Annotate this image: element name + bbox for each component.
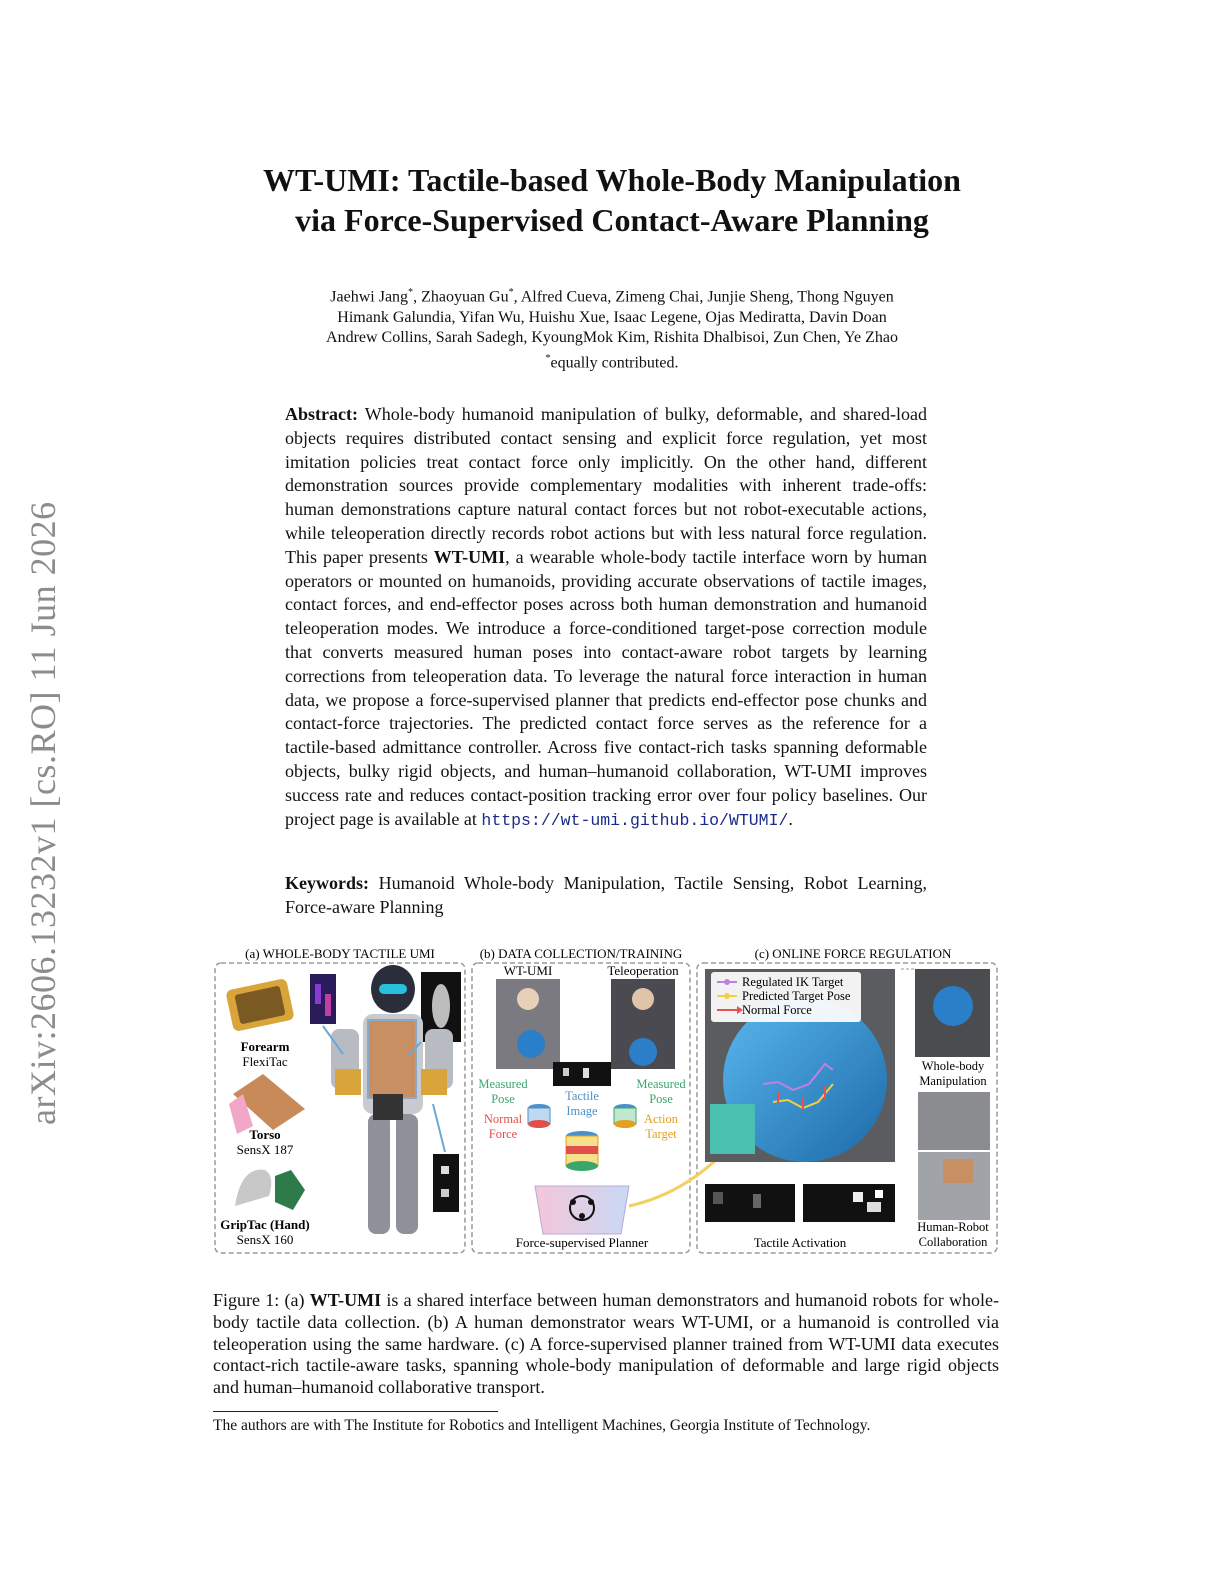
figure-graphic xyxy=(213,944,999,1256)
svg-text:Human-Robot: Human-Robot xyxy=(917,1220,989,1234)
panel-c-title: (c) ONLINE FORCE REGULATION xyxy=(754,946,952,961)
svg-text:Action: Action xyxy=(643,1112,679,1126)
footnote-rule xyxy=(213,1411,498,1412)
figure-caption: Figure 1: (a) WT-UMI is a shared interface between human demonstrators and humanoid robots for whole-body tactile data collection. (b) A human demonstrator wears WT-UMI, or a humanoid is controlled via teleoperation using the same hardware. (c) A force-supervised planner trained from WT-UMI data executes contact-rich tactile-aware tasks, spanning whole-body manipulation of deformable and large rigid objects and human–humanoid collaborative transport. xyxy=(213,1290,999,1398)
planner-network-icon xyxy=(535,1186,629,1234)
hand-sensor-label: SensX 160 xyxy=(236,1232,294,1247)
legend-predicted-pose: Predicted Target Pose xyxy=(742,989,851,1003)
planner-label: Force-supervised Planner xyxy=(515,1235,649,1250)
forearm-sensor-label: FlexiTac xyxy=(242,1054,288,1069)
project-url-link[interactable]: https://wt-umi.github.io/WTUMI/ xyxy=(481,810,789,830)
equal-contribution-note: *equally contributed. xyxy=(545,352,679,372)
collaboration-photo-1 xyxy=(918,1092,990,1150)
database-icon-left xyxy=(528,1104,550,1128)
svg-text:Normal: Normal xyxy=(483,1112,523,1126)
database-icon-center xyxy=(566,1131,598,1171)
keywords: Keywords: Humanoid Whole-body Manipulation, Tactile Sensing, Robot Learning, Force-aware Planning xyxy=(285,873,928,917)
paper-title xyxy=(150,160,1074,240)
keywords-label: Keywords: xyxy=(285,873,369,893)
figure-1 xyxy=(213,944,999,1256)
footnote: The authors are with The Institute for Robotics and Intelligent Machines, Georgia Institute of Technology. xyxy=(213,1417,871,1434)
svg-text:Measured: Measured xyxy=(478,1077,528,1091)
svg-text:Measured: Measured xyxy=(636,1077,686,1091)
svg-text:Tactile: Tactile xyxy=(565,1089,599,1103)
svg-text:Collaboration: Collaboration xyxy=(918,1235,988,1249)
svg-text:Manipulation: Manipulation xyxy=(919,1074,987,1088)
panel-a-title: (a) WHOLE-BODY TACTILE UMI xyxy=(245,946,435,961)
wtumi-photo-label: WT-UMI xyxy=(503,963,553,978)
hand-label: GripTac (Hand) xyxy=(220,1217,310,1232)
forearm-sensor-image xyxy=(225,978,294,1032)
svg-text:Pose: Pose xyxy=(491,1092,515,1106)
author-line-1: Jaehwi Jang*, Zhaoyuan Gu*, Alfred Cueva, Zimeng Chai, Junjie Sheng, Thong Nguyen xyxy=(330,287,894,306)
tactile-activation-image-right xyxy=(803,1184,895,1222)
svg-text:Image: Image xyxy=(566,1104,598,1118)
teleop-photo-label: Teleoperation xyxy=(607,963,679,978)
author-list xyxy=(230,283,994,374)
abstract: Abstract: Whole-body humanoid manipulation of bulky, deformable, and shared-load objects requires distributed contact sensing and explicit force regulation, yet most imitation policies treat contact force only implicitly. On the other hand, different demonstration sources provide complementary modalities with inherent trade-offs: human demonstrations capture natural contact forces but not robot-executable actions, while teleoperation directly records robot actions but with less natural force regulation. This paper presents WT-UMI, a wearable whole-body tactile interface worn by human operators or mounted on humanoids, providing accurate observations of tactile images, contact forces, and end-effector poses across both human demonstration and humanoid teleoperation modes. We introduce a force-conditioned target-pose correction module that converts measured human poses into contact-aware robot targets by learning corrections from teleoperation data. To leverage the natural force interaction in human data, we propose a force-supervised planner that predicts end-effector pose chunks and contact-force trajectories. The predicted contact force serves as the reference for a tactile-based admittance controller. Across five contact-rich tasks spanning deformable objects, bulky rigid objects, and human–humanoid collaboration, WT-UMI improves success rate and reduces contact-position tracking error over four policy baselines. Our project page is available at https://wt-umi.github.io/WTUMI/. xyxy=(285,404,928,830)
author-line-2: Himank Galundia, Yifan Wu, Huishu Xue, Isaac Legene, Ojas Mediratta, Davin Doan xyxy=(337,308,887,326)
database-icon-right xyxy=(614,1104,636,1128)
abstract-label: Abstract: xyxy=(285,404,358,424)
forearm-label: Forearm xyxy=(240,1039,290,1054)
title-line-2: via Force-Supervised Contact-Aware Planning xyxy=(295,202,929,238)
title-line-1: WT-UMI: Tactile-based Whole-Body Manipulation xyxy=(263,162,961,198)
forearm-tactile-image xyxy=(310,974,336,1024)
torso-sensor-label: SensX 187 xyxy=(236,1142,294,1157)
arxiv-stamp: arXiv:2606.13232v1 [cs.RO] 11 Jun 2026 xyxy=(23,501,63,1125)
legend-normal-force: Normal Force xyxy=(742,1003,812,1017)
svg-text:Force: Force xyxy=(488,1127,518,1141)
torso-label: Torso xyxy=(249,1127,281,1142)
legend-ik-target: Regulated IK Target xyxy=(742,975,844,989)
svg-text:Target: Target xyxy=(645,1127,677,1141)
hand-tactile-image xyxy=(433,1154,459,1212)
tactile-strip-image xyxy=(553,1062,611,1086)
author-line-3: Andrew Collins, Sarah Sadegh, KyoungMok Kim, Rishita Dhalbisoi, Zun Chen, Ye Zhao xyxy=(326,329,898,347)
torso-sensor-image xyxy=(229,1074,305,1134)
tactile-activation-label: Tactile Activation xyxy=(753,1235,847,1250)
griptac-hand-image xyxy=(235,1170,305,1210)
svg-text:Pose: Pose xyxy=(649,1092,673,1106)
panel-b-title: (b) DATA COLLECTION/TRAINING xyxy=(479,946,683,961)
svg-text:Whole-body: Whole-body xyxy=(921,1059,985,1073)
